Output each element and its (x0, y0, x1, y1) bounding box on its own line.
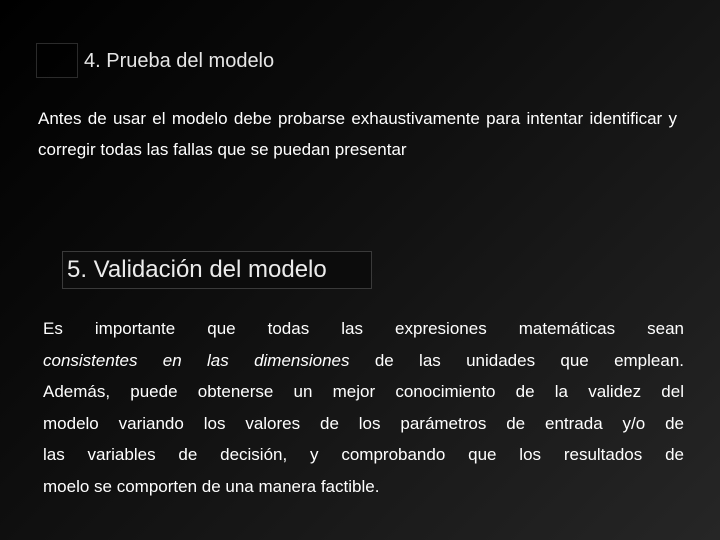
paragraph-line: las variables de decisión, y comprobando que los resultados de (43, 445, 684, 464)
heading-decoration-box (36, 43, 78, 78)
italic-phrase: consistentes en las dimensiones (43, 350, 350, 370)
section-4-paragraph: Antes de usar el modelo debe probarse exhaustivamente para intentar identificar y corregir todas las fallas que se puedan presentar (38, 109, 677, 159)
paragraph-line: modelo variando los valores de los parámetros de entrada y/o de (43, 413, 684, 433)
section-4-title: 4. Prueba del modelo (84, 50, 275, 72)
section-5-title: 5. Validación del modelo (67, 256, 327, 283)
section-5-paragraph (43, 313, 684, 502)
paragraph-line: moelo se comporten de una manera factible. (43, 476, 380, 496)
paragraph-line (43, 345, 684, 377)
paragraph-line: Además, puede obtenerse un mejor conocimiento de la validez del (43, 382, 684, 401)
paragraph-line: Es importante que todas las expresiones matemáticas sean (43, 319, 684, 338)
paragraph-line-rest: de las unidades que emplean. (349, 350, 685, 370)
